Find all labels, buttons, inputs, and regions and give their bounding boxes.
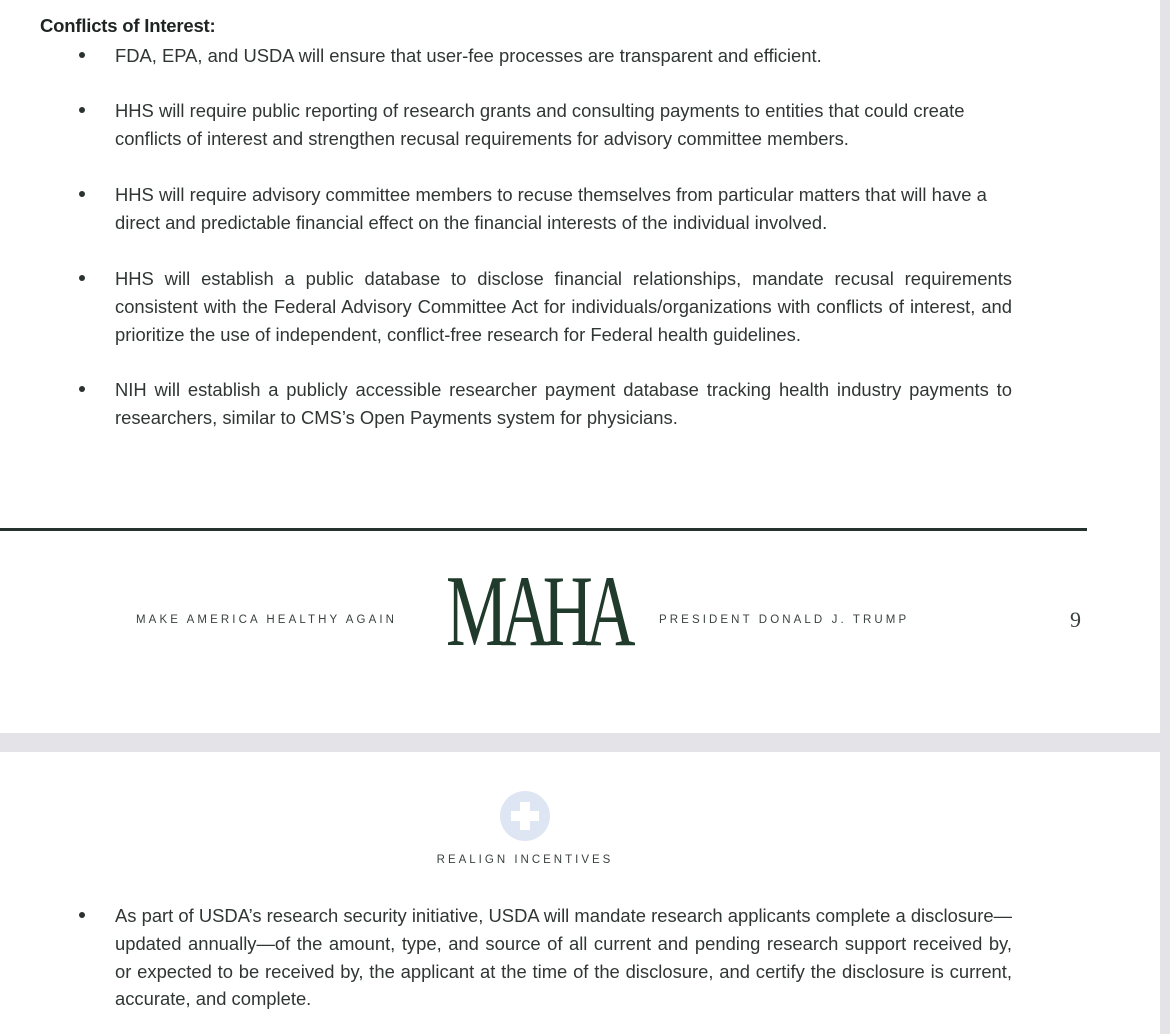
section-label: REALIGN INCENTIVES (436, 854, 614, 866)
footer-slogan: MAKE AMERICA HEALTHY AGAIN (136, 614, 398, 626)
footer-attribution: PRESIDENT DONALD J. TRUMP (659, 614, 910, 626)
bullet-icon (79, 912, 85, 918)
bullet-text: NIH will establish a publicly accessible researcher payment database tracking health industry payments to researchers, similar to CMS’s Open Payments system for physicians. (115, 379, 1012, 428)
bullet-text: FDA, EPA, and USDA will ensure that user-fee processes are transparent and efficient. (115, 45, 822, 66)
page-number: 9 (1070, 607, 1081, 632)
document-page-10 (0, 752, 1160, 1034)
bullet-text: HHS will require advisory committee members to recuse themselves from particular matters that will have a direct and predictable financial effect on the financial interests of the individual involved. (115, 184, 987, 233)
footer-divider (0, 528, 1087, 531)
bullet-icon (79, 52, 85, 58)
bullet-text: As part of USDA’s research security initiative, USDA will mandate research applicants complete a disclosure—updated annually—of the amount, type, and source of all current and pending research support received by, or expected to be received by, the applicant at the time of the disclosure, and certify the disclosure is current, accurate, and complete. (115, 905, 1012, 1010)
bullet-icon (79, 107, 85, 113)
bullet-text: HHS will establish a public database to disclose financial relationships, mandate recusal requirements consistent with the Federal Advisory Committee Act for individuals/organizations with conflicts of interest, and prioritize the use of independent, conflict-free research for Federal health guidelines. (115, 268, 1012, 345)
maha-logo: MAHA (446, 555, 629, 668)
bullet-icon (79, 275, 85, 281)
bullet-text: HHS will require public reporting of research grants and consulting payments to entities that could create conflicts of interest and strengthen recusal requirements for advisory committee members. (115, 100, 965, 149)
bullet-icon (79, 386, 85, 392)
bullet-icon (79, 191, 85, 197)
medical-cross-icon (499, 790, 551, 842)
section-title: Conflicts of Interest: (40, 15, 216, 36)
